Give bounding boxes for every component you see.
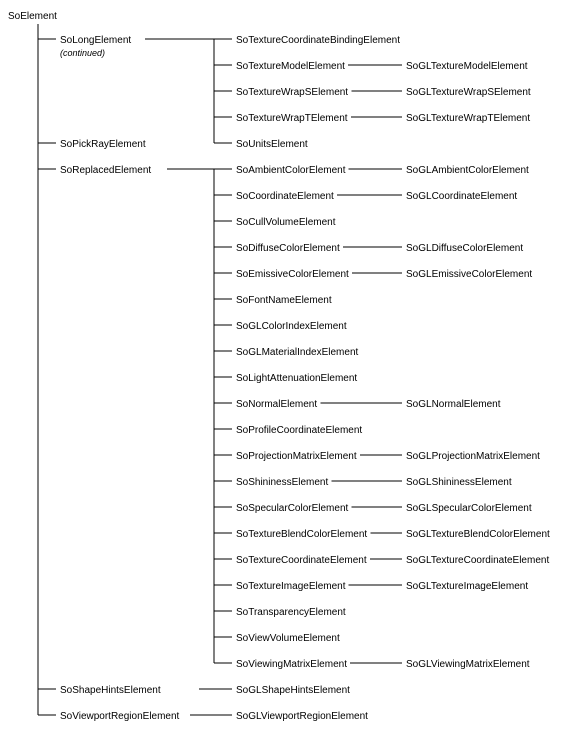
child-node-label: SoAmbientColorElement	[236, 165, 346, 176]
gl-node-label: SoGLViewingMatrixElement	[406, 659, 530, 670]
child-node-label: SoEmissiveColorElement	[236, 269, 349, 280]
child-node-label: SoTransparencyElement	[236, 607, 346, 618]
child-node-label: SoLightAttenuationElement	[236, 373, 358, 384]
group-node-label: SoLongElement	[60, 35, 132, 46]
group-node-label: SoReplacedElement	[60, 165, 152, 176]
child-node-label: SoShininessElement	[236, 477, 329, 488]
child-node-label: SoGLMaterialIndexElement	[236, 347, 359, 358]
child-node-label: SoDiffuseColorElement	[236, 243, 340, 254]
gl-node-label: SoGLTextureModelElement	[406, 61, 528, 72]
child-node-label: SoGLColorIndexElement	[236, 321, 347, 332]
gl-node-label: SoGLProjectionMatrixElement	[406, 451, 540, 462]
gl-node-label: SoGLDiffuseColorElement	[406, 243, 524, 254]
gl-node-label: SoGLNormalElement	[406, 399, 501, 410]
child-node-label: SoCullVolumeElement	[236, 217, 336, 228]
child-node-label: SoViewingMatrixElement	[236, 659, 347, 670]
gl-node-label: SoGLAmbientColorElement	[406, 165, 529, 176]
child-node-label: SoNormalElement	[236, 399, 318, 410]
gl-node-label: SoGLTextureWrapSElement	[406, 87, 531, 98]
gl-node-label: SoGLShapeHintsElement	[236, 685, 350, 696]
gl-node-label: SoGLTextureImageElement	[406, 581, 529, 592]
root-node-label: SoElement	[8, 11, 57, 22]
child-node-label: SoSpecularColorElement	[236, 503, 349, 514]
group-node-label: SoShapeHintsElement	[60, 685, 161, 696]
child-node-label: SoTextureWrapTElement	[236, 113, 348, 124]
child-node-label: SoTextureCoordinateElement	[236, 555, 367, 566]
gl-node-label: SoGLTextureCoordinateElement	[406, 555, 550, 566]
gl-node-label: SoGLShininessElement	[406, 477, 512, 488]
gl-node-label: SoGLTextureWrapTElement	[406, 113, 531, 124]
gl-node-label: SoGLViewportRegionElement	[236, 711, 368, 722]
gl-node-label: SoGLTextureBlendColorElement	[406, 529, 550, 540]
child-node-label: SoTextureBlendColorElement	[236, 529, 368, 540]
gl-node-label: SoGLSpecularColorElement	[406, 503, 532, 514]
group-node-note: (continued)	[60, 48, 106, 58]
child-node-label: SoProfileCoordinateElement	[236, 425, 363, 436]
child-node-label: SoFontNameElement	[236, 295, 332, 306]
child-node-label: SoTextureModelElement	[236, 61, 345, 72]
child-node-label: SoUnitsElement	[236, 139, 308, 150]
group-node-label: SoPickRayElement	[60, 139, 146, 150]
gl-node-label: SoGLEmissiveColorElement	[406, 269, 533, 280]
child-node-label: SoViewVolumeElement	[236, 633, 340, 644]
child-node-label: SoProjectionMatrixElement	[236, 451, 357, 462]
gl-node-label: SoGLCoordinateElement	[406, 191, 518, 202]
group-node-label: SoViewportRegionElement	[60, 711, 180, 722]
child-node-label: SoCoordinateElement	[236, 191, 334, 202]
child-node-label: SoTextureWrapSElement	[236, 87, 349, 98]
child-node-label: SoTextureImageElement	[236, 581, 346, 592]
child-node-label: SoTextureCoordinateBindingElement	[236, 35, 400, 46]
